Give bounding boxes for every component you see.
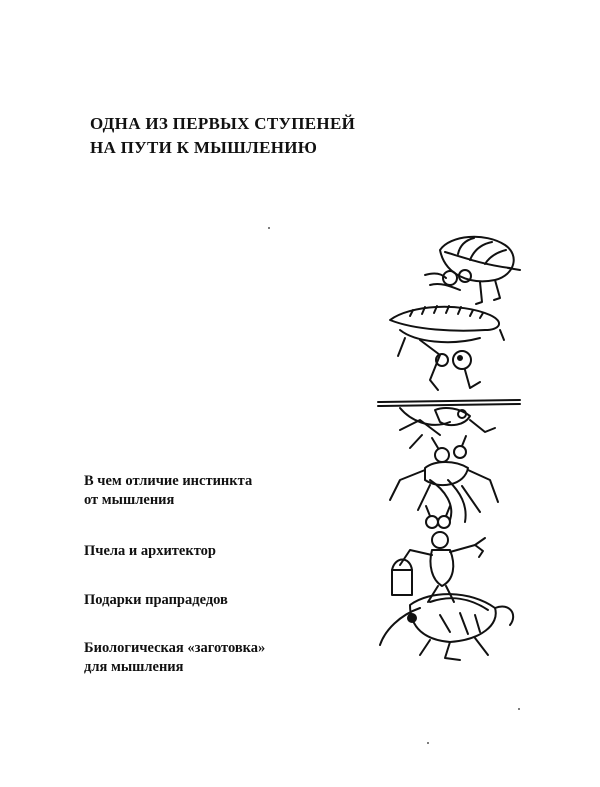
ant-icon [390, 436, 498, 522]
speck [427, 742, 429, 744]
chapter-title [90, 112, 390, 160]
section-item [84, 472, 252, 510]
insect-illustration [370, 230, 530, 670]
cricket-icon [380, 594, 513, 660]
section-item-line-1: Пчела и архитектор [84, 543, 216, 559]
caterpillar-icon [390, 306, 504, 390]
beetle-icon [378, 400, 520, 448]
chapter-title-line-1: ОДНА ИЗ ПЕРВЫХ СТУПЕНЕЙ [90, 114, 356, 133]
speck [268, 227, 270, 229]
section-item-line-2: от мышления [84, 492, 175, 508]
speck [518, 708, 520, 710]
chapter-title-line-2: НА ПУТИ К МЫШЛЕНИЮ [90, 138, 318, 157]
section-item-line-1: В чем отличие инстинкта [84, 473, 253, 489]
section-item [84, 542, 216, 561]
ant-with-bucket-icon [392, 506, 485, 602]
section-item-line-1: Биологическая «заготовка» [84, 640, 266, 656]
section-item [84, 639, 265, 677]
section-item [84, 591, 228, 610]
leaf-icon [425, 237, 520, 304]
section-item-line-2: для мышления [84, 659, 184, 675]
section-item-line-1: Подарки прапрадедов [84, 592, 228, 608]
